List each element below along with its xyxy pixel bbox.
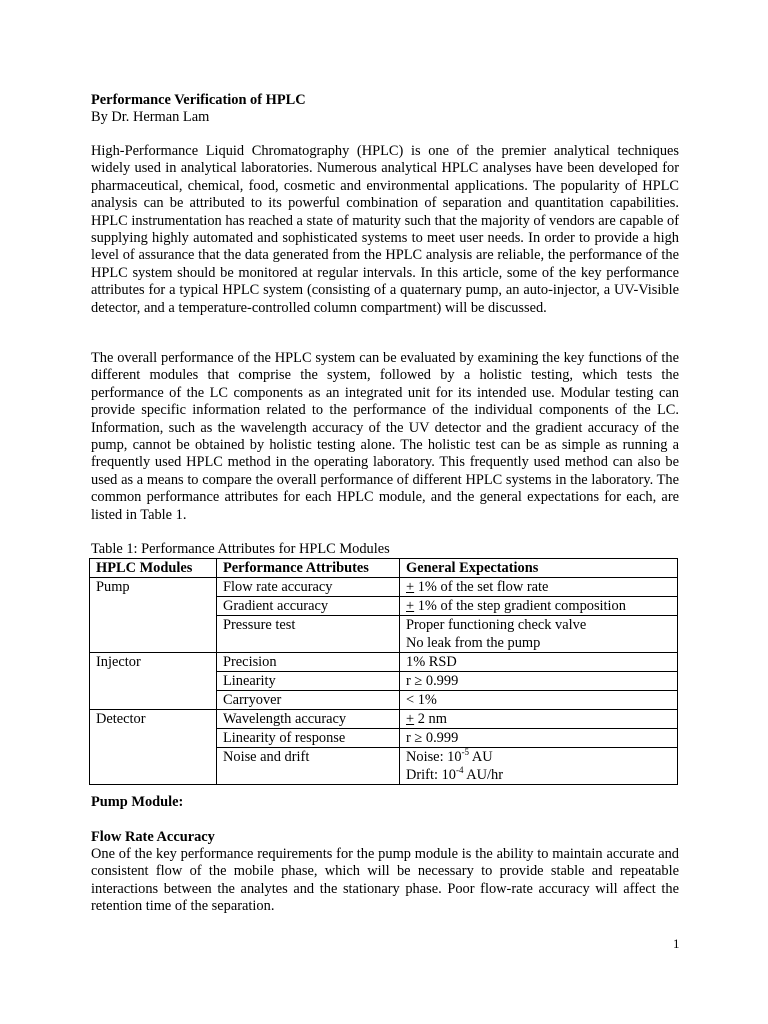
attribute-cell: Linearity xyxy=(217,672,400,691)
expectation-text: Proper functioning check valve xyxy=(406,617,587,633)
expectation-text: 1% of the set flow rate xyxy=(414,579,549,595)
attribute-cell: Noise and drift xyxy=(217,748,400,785)
expectation-cell xyxy=(400,616,678,653)
attribute-cell: Precision xyxy=(217,653,400,672)
expectation-text: No leak from the pump xyxy=(406,635,541,651)
table-header-row xyxy=(90,559,678,578)
overview-paragraph: The overall performance of the HPLC system can be evaluated by examining the key functions of the different modules that comprise the system, followed by a holistic testing, which tests the performance of the LC components as an integrated unit for its intended use. Modular testing can provide specific information related to the performance of the individual components of the LC. Information, such as the wavelength accuracy of the UV detector and the gradient accuracy of the pump, cannot be obtained by holistic testing alone. The holistic test can be as simple as running a frequently used HPLC method in the operating laboratory. This frequently used method can also be used as a means to compare the overall performance of different HPLC systems in the laboratory. The common performance attributes for each HPLC module, and the general expectations for each, are listed in Table 1. xyxy=(91,350,679,523)
noise-spec xyxy=(406,748,671,766)
plus-minus-sign: + xyxy=(406,598,415,614)
intro-paragraph: High-Performance Liquid Chromatography (HPLC) is one of the premier analytical techniques widely used in analytical laboratories. Numerous analytical HPLC analyses have been developed for pharmaceutical, chemical, food, cosmetic and environmental applications. The popularity of HPLC analysis can be attributed to its powerful combination of separation and quantitation capabilities. HPLC instrumentation has reached a state of maturity such that the majority of vendors are capable of supplying highly automated and sophisticated systems to meet user needs. In order to provide a high level of assurance that the data generated from the HPLC analysis are reliable, the performance of the HPLC system should be monitored at regular intervals. In this article, some of the key performance attributes for a typical HPLC system (consisting of a quaternary pump, an auto-injector, a UV-Visible detector, and a temperature-controlled column compartment) will be discussed. xyxy=(91,143,679,316)
expectation-text: 2 nm xyxy=(414,711,447,727)
expectation-text: 1% of the step gradient composition xyxy=(414,598,626,614)
expectation-cell xyxy=(400,597,678,616)
plus-minus-sign: + xyxy=(406,711,415,727)
expectation-cell: < 1% xyxy=(400,691,678,710)
module-detector: Detector xyxy=(90,710,217,785)
attribute-cell: Wavelength accuracy xyxy=(217,710,400,729)
author-line: By Dr. Herman Lam xyxy=(91,109,210,125)
plus-minus-sign: + xyxy=(406,579,415,595)
expectation-cell: r ≥ 0.999 xyxy=(400,729,678,748)
drift-exponent: -4 xyxy=(455,765,464,776)
noise-exponent: -5 xyxy=(461,747,470,758)
expectation-cell xyxy=(400,748,678,785)
expectation-cell xyxy=(400,578,678,597)
table-row xyxy=(90,578,678,597)
subsection-heading: Flow Rate Accuracy xyxy=(91,829,215,845)
drift-unit: AU/hr xyxy=(463,767,504,783)
noise-label: Noise: 10 xyxy=(406,749,462,765)
header-attributes: Performance Attributes xyxy=(217,559,400,578)
drift-spec xyxy=(406,766,671,784)
drift-label: Drift: 10 xyxy=(406,767,456,783)
table-caption: Table 1: Performance Attributes for HPLC Modules xyxy=(91,541,390,557)
flow-rate-paragraph: One of the key performance requirements for the pump module is the ability to maintain accurate and consistent flow of the mobile phase, which will be necessary to provide stable and repeatable interactions between the analytes and the stationary phase. Poor flow-rate accuracy will affect the retention time of the separation. xyxy=(91,846,679,915)
attribute-cell: Flow rate accuracy xyxy=(217,578,400,597)
attribute-cell: Linearity of response xyxy=(217,729,400,748)
attribute-cell: Pressure test xyxy=(217,616,400,653)
table-row xyxy=(90,653,678,672)
expectation-cell: 1% RSD xyxy=(400,653,678,672)
section-heading: Pump Module: xyxy=(91,794,184,810)
performance-table xyxy=(89,558,678,785)
noise-unit: AU xyxy=(469,749,493,765)
page-number: 1 xyxy=(673,936,680,951)
expectation-cell: r ≥ 0.999 xyxy=(400,672,678,691)
expectation-cell xyxy=(400,710,678,729)
module-pump: Pump xyxy=(90,578,217,653)
module-injector: Injector xyxy=(90,653,217,710)
header-expectations: General Expectations xyxy=(400,559,678,578)
header-modules: HPLC Modules xyxy=(90,559,217,578)
table-row xyxy=(90,710,678,729)
document-title: Performance Verification of HPLC xyxy=(91,92,306,108)
attribute-cell: Carryover xyxy=(217,691,400,710)
attribute-cell: Gradient accuracy xyxy=(217,597,400,616)
